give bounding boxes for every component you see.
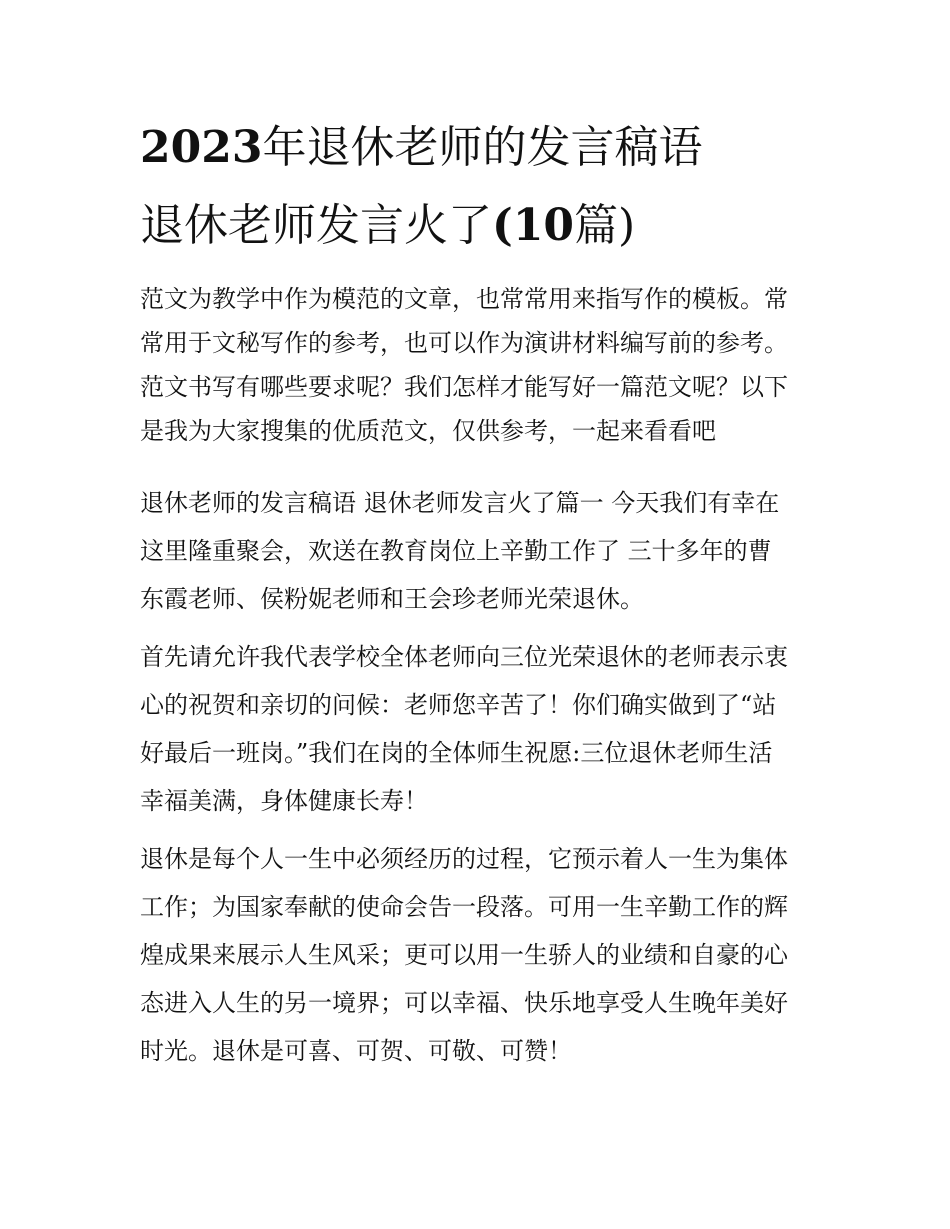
body-line: 工作；为国家奉献的使命会告一段落。可用一生辛勤工作的辉 <box>140 893 788 921</box>
body-line: 首先请允许我代表学校全体老师向三位光荣退休的老师表示衷 <box>140 643 788 671</box>
document-title-line-1 <box>140 120 830 176</box>
body-line: 退休老师的发言稿语 退休老师发言火了篇一 今天我们有幸在 <box>140 489 780 517</box>
body-line: 退休是每个人一生中必须经历的过程，它预示着人一生为集体 <box>140 845 788 873</box>
body-line: 幸福美满，身体健康长寿！ <box>140 787 428 815</box>
body-line: 态进入人生的另一境界；可以幸福、快乐地享受人生晚年美好 <box>140 989 788 1017</box>
body-line: 是我为大家搜集的优质范文，仅供参考，一起来看看吧 <box>140 417 716 445</box>
body-line: 范文书写有哪些要求呢？我们怎样才能写好一篇范文呢？以下 <box>140 373 788 401</box>
body-line: 这里隆重聚会，欢送在教育岗位上辛勤工作了 三十多年的曹 <box>140 537 772 565</box>
title-count: (10 <box>492 200 575 251</box>
body-line: 煌成果来展示人生风采；更可以用一生骄人的业绩和自豪的心 <box>140 941 788 969</box>
document-title-line-2 <box>140 198 830 254</box>
body-line: 心的祝贺和亲切的问候：老师您辛苦了！你们确实做到了“站 <box>140 691 777 719</box>
title-text-1: 年退休老师的发言稿语 <box>262 122 703 173</box>
body-line: 时光。退休是可喜、可贺、可敬、可赞！ <box>140 1037 572 1065</box>
title-text-2: 退休老师发言火了 <box>140 200 492 251</box>
body-line: 常用于文秘写作的参考，也可以作为演讲材料编写前的参考。 <box>140 329 788 357</box>
body-line: 范文为教学中作为模范的文章，也常常用来指写作的模板。常 <box>140 285 788 313</box>
title-text-3: 篇) <box>574 200 636 251</box>
body-line: 好最后一班岗。”我们在岗的全体师生祝愿:三位退休老师生活 <box>140 739 773 767</box>
title-year: 2023 <box>140 122 263 173</box>
body-line: 东霞老师、侯粉妮老师和王会珍老师光荣退休。 <box>140 585 644 613</box>
